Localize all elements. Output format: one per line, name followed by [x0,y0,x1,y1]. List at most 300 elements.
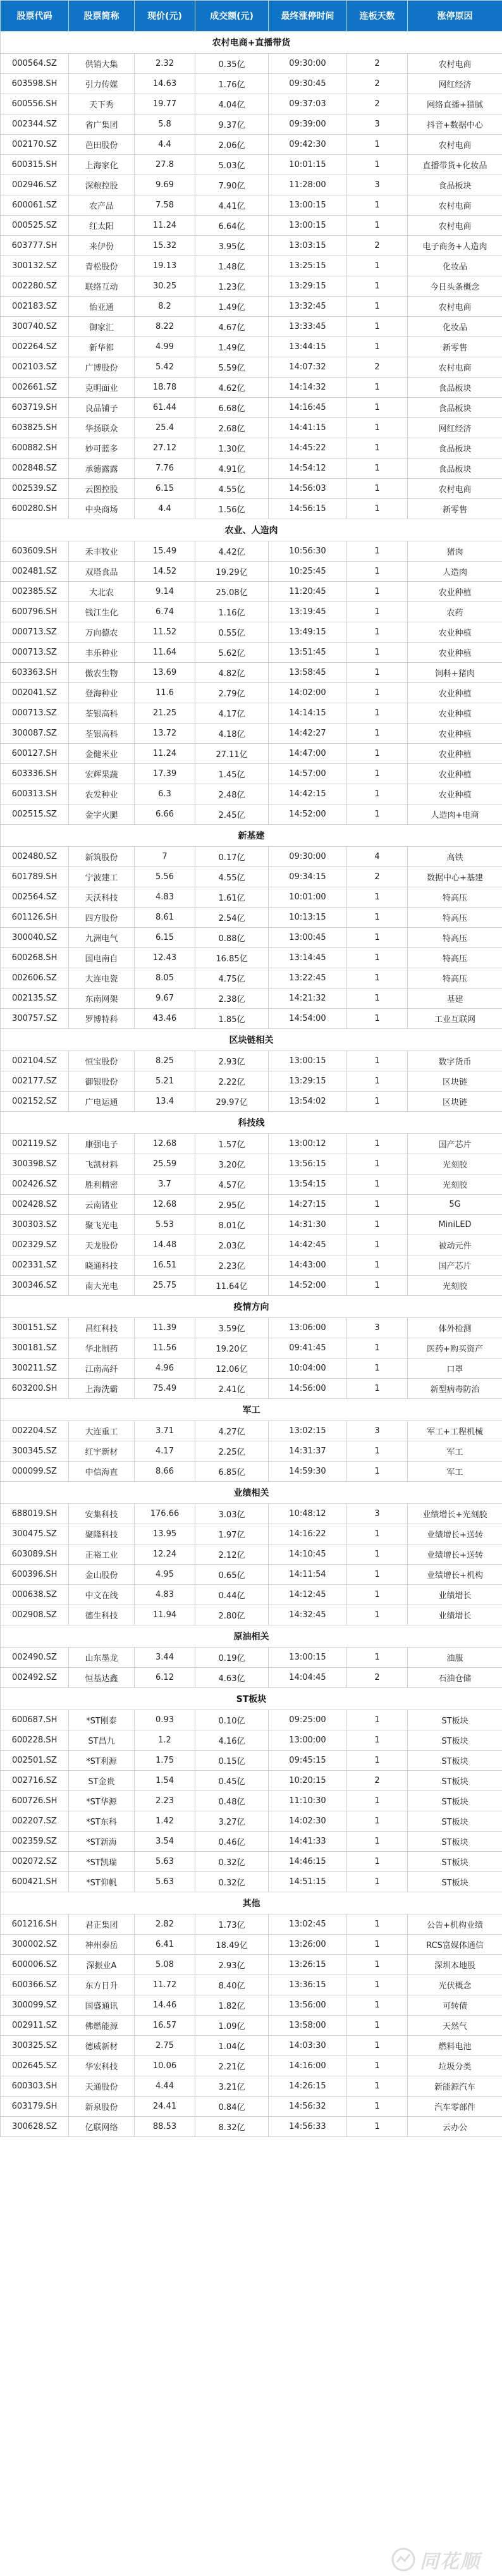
stock-limit-days: 1 [347,1605,408,1625]
stock-volume: 2.95亿 [195,1195,269,1215]
table-row[interactable] [1,887,502,908]
table-row[interactable] [1,1975,502,1995]
table-row[interactable] [1,1751,502,1771]
stock-limit-time: 13:26:00 [269,1935,347,1955]
stock-limit-time: 14:04:45 [269,1668,347,1688]
table-row[interactable] [1,1318,502,1338]
stock-volume: 0.44亿 [195,1585,269,1605]
stock-code: 002170.SZ [1,135,69,155]
stock-price: 2.23 [135,1791,195,1811]
header-reason[interactable]: 涨停原因 [408,1,502,32]
stock-limit-days: 1 [347,1195,408,1215]
table-row[interactable] [1,1255,502,1276]
table-row[interactable] [1,1544,502,1565]
table-row[interactable] [1,54,502,74]
stock-reason: 电子商务+人造肉 [408,236,502,256]
stock-code: 002119.SZ [1,1134,69,1154]
stock-reason: 光刻胶 [408,1154,502,1174]
stock-limit-time: 09:37:03 [269,94,347,114]
stock-name: 天通股份 [69,2076,135,2097]
table-row[interactable] [1,1462,502,1482]
table-row[interactable] [1,499,502,519]
table-row[interactable] [1,1811,502,1832]
stock-reason: 今日头条概念 [408,276,502,297]
table-row[interactable] [1,438,502,459]
table-row[interactable] [1,155,502,175]
stock-limit-time: 14:12:45 [269,1585,347,1605]
stock-code: 600796.SH [1,602,69,622]
table-row[interactable] [1,418,502,438]
stock-code: 002645.SZ [1,2056,69,2076]
stock-volume: 0.84亿 [195,2097,269,2117]
stock-price: 3.7 [135,1174,195,1195]
stock-volume: 0.17亿 [195,847,269,867]
header-name[interactable]: 股票简称 [69,1,135,32]
stock-price: 19.13 [135,256,195,276]
stock-price: 30.25 [135,276,195,297]
stock-code: 600421.SH [1,1872,69,1892]
stock-limit-days: 1 [347,1995,408,2016]
table-row[interactable] [1,968,502,989]
stock-limit-time: 10:04:00 [269,1359,347,1379]
table-row[interactable] [1,135,502,155]
table-row[interactable] [1,663,502,683]
stock-code: 600303.SH [1,2076,69,2097]
stock-code: 300087.SZ [1,724,69,744]
header-price[interactable]: 现价(元) [135,1,195,32]
stock-code: 002428.SZ [1,1195,69,1215]
stock-reason: 食品板块 [408,398,502,418]
stock-volume: 2.54亿 [195,908,269,928]
stock-volume: 4.17亿 [195,703,269,724]
stock-volume: 2.22亿 [195,1071,269,1092]
stock-limit-time: 14:42:15 [269,784,347,804]
stock-volume: 18.49亿 [195,1935,269,1955]
stock-name: ST昌九 [69,1730,135,1751]
table-row[interactable] [1,1051,502,1071]
stock-reason: 光刻胶 [408,1174,502,1195]
stock-limit-time: 14:42:45 [269,1235,347,1255]
table-row[interactable] [1,2056,502,2076]
stock-reason: 特高压 [408,948,502,968]
table-row[interactable] [1,236,502,256]
stock-volume: 3.20亿 [195,1154,269,1174]
stock-code: 601216.SH [1,1914,69,1935]
stock-price: 4.44 [135,2076,195,2097]
table-row[interactable] [1,582,502,602]
stock-price: 11.24 [135,216,195,236]
stock-limit-days: 2 [347,1668,408,1688]
stock-limit-days: 1 [347,582,408,602]
stock-limit-days: 1 [347,1914,408,1935]
stock-volume: 1.76亿 [195,74,269,94]
header-code[interactable]: 股票代码 [1,1,69,32]
stock-limit-time: 14:45:22 [269,438,347,459]
stock-name: 亿联网络 [69,2117,135,2137]
stock-price: 5.08 [135,1955,195,1975]
table-row[interactable] [1,1914,502,1935]
table-row[interactable] [1,378,502,398]
table-row[interactable] [1,1235,502,1255]
stock-limit-time: 14:27:15 [269,1195,347,1215]
table-row[interactable] [1,784,502,804]
stock-code: 300475.SZ [1,1524,69,1544]
stock-name: 晓通科技 [69,1255,135,1276]
table-row[interactable] [1,1852,502,1872]
stock-code: 002426.SZ [1,1174,69,1195]
stock-price: 14.63 [135,74,195,94]
stock-limit-days: 1 [347,195,408,216]
table-row[interactable] [1,398,502,418]
stock-limit-days: 3 [347,1504,408,1524]
table-row[interactable] [1,764,502,784]
table-row[interactable] [1,562,502,582]
stock-code: 600127.SH [1,744,69,764]
stock-code: 002183.SZ [1,297,69,317]
stock-price: 16.57 [135,2016,195,2036]
stock-code: 603598.SH [1,74,69,94]
stock-reason: 农业种植 [408,703,502,724]
table-row[interactable] [1,867,502,887]
table-row[interactable] [1,276,502,297]
table-row[interactable] [1,479,502,499]
table-row[interactable] [1,2097,502,2117]
stock-code: 002329.SZ [1,1235,69,1255]
stock-price: 8.66 [135,1462,195,1482]
stock-name: 江南高纤 [69,1359,135,1379]
stock-limit-time: 14:56:32 [269,2097,347,2117]
stock-limit-days: 1 [347,1975,408,1995]
stock-volume: 4.62亿 [195,378,269,398]
stock-limit-days: 1 [347,2036,408,2056]
stock-price: 17.39 [135,764,195,784]
stock-code: 300346.SZ [1,1276,69,1296]
stock-limit-time: 10:13:15 [269,908,347,928]
stock-code: 000525.SZ [1,216,69,236]
stock-reason: 口罩 [408,1359,502,1379]
table-row[interactable] [1,1421,502,1441]
stock-code: 600280.SH [1,499,69,519]
table-row[interactable] [1,317,502,337]
stock-price: 2.32 [135,54,195,74]
table-row[interactable] [1,256,502,276]
table-row[interactable] [1,2117,502,2137]
stock-limit-time: 13:54:15 [269,1174,347,1195]
stock-reason: ST板块 [408,1811,502,1832]
stock-reason: 区块链 [408,1071,502,1092]
table-row[interactable] [1,1092,502,1112]
table-row[interactable] [1,1668,502,1688]
stock-limit-days: 1 [347,1071,408,1092]
stock-volume: 4.82亿 [195,663,269,683]
stock-name: 金山股份 [69,1565,135,1585]
stock-volume: 29.97亿 [195,1092,269,1112]
stock-limit-time: 14:52:00 [269,1276,347,1296]
table-row[interactable] [1,683,502,703]
section-header-row [1,1892,502,1914]
table-row[interactable] [1,2076,502,2097]
stock-price: 25.59 [135,1154,195,1174]
stock-reason: 网红经济 [408,74,502,94]
table-row[interactable] [1,1605,502,1625]
table-row[interactable] [1,948,502,968]
table-row[interactable] [1,1195,502,1215]
stock-volume: 2.41亿 [195,1379,269,1399]
stock-code: 603609.SH [1,541,69,562]
section-header-row [1,519,502,541]
stock-code: 300757.SZ [1,1009,69,1029]
table-row[interactable] [1,804,502,825]
stock-price: 4.96 [135,1359,195,1379]
stock-price: 27.8 [135,155,195,175]
stock-reason: RCS富媒体通信 [408,1935,502,1955]
table-row[interactable] [1,1791,502,1811]
table-row[interactable] [1,1995,502,2016]
header-limit-days[interactable]: 连板天数 [347,1,408,32]
stock-price: 9.14 [135,582,195,602]
stock-volume: 27.11亿 [195,744,269,764]
stock-code: 002501.SZ [1,1751,69,1771]
stock-reason: 数据中心+基建 [408,867,502,887]
table-row[interactable] [1,94,502,114]
stock-name: 中央商场 [69,499,135,519]
stock-price: 1.42 [135,1811,195,1832]
stock-reason: 网络直播+猫腻 [408,94,502,114]
stock-limit-days: 3 [347,114,408,135]
table-row[interactable] [1,297,502,317]
stock-price: 12.24 [135,1544,195,1565]
stock-limit-time: 14:21:32 [269,989,347,1009]
stock-reason: 饲料+猪肉 [408,663,502,683]
stock-limit-time: 10:01:00 [269,887,347,908]
table-row[interactable] [1,1771,502,1791]
stock-reason: 军工+工程机械 [408,1421,502,1441]
table-row[interactable] [1,1710,502,1730]
stock-price: 8.61 [135,908,195,928]
stock-volume: 2.23亿 [195,1255,269,1276]
stock-price: 12.68 [135,1195,195,1215]
stock-price: 61.44 [135,398,195,418]
table-row[interactable] [1,1832,502,1852]
table-row[interactable] [1,1504,502,1524]
table-row[interactable] [1,357,502,378]
stock-price: 5.8 [135,114,195,135]
stock-volume: 0.15亿 [195,1751,269,1771]
table-row[interactable] [1,602,502,622]
stock-name: *ST东科 [69,1811,135,1832]
stock-price: 25.4 [135,418,195,438]
stock-volume: 11.64亿 [195,1276,269,1296]
stock-reason: ST板块 [408,1771,502,1791]
stock-reason: 农村电商 [408,195,502,216]
table-row[interactable] [1,928,502,948]
table-row[interactable] [1,1154,502,1174]
stock-name: 聚隆科技 [69,1524,135,1544]
stock-volume: 2.38亿 [195,989,269,1009]
stock-code: 603179.SH [1,2097,69,2117]
header-volume[interactable]: 成交额(元) [195,1,269,32]
stock-name: 供销大集 [69,54,135,74]
stock-reason: 业绩增长+送转 [408,1524,502,1544]
stock-limit-days: 2 [347,94,408,114]
table-row[interactable] [1,744,502,764]
table-row[interactable] [1,1585,502,1605]
stock-name: 芭田股份 [69,135,135,155]
stock-limit-days: 1 [347,459,408,479]
stock-limit-time: 14:56:33 [269,2117,347,2137]
stock-reason: 农业种植 [408,582,502,602]
section-header-row [1,32,502,54]
table-row[interactable] [1,1565,502,1585]
table-row[interactable] [1,1441,502,1462]
stock-limit-time: 13:02:15 [269,1421,347,1441]
stock-name: 上海家化 [69,155,135,175]
stock-code: 600313.SH [1,784,69,804]
stock-limit-days: 1 [347,1359,408,1379]
table-row[interactable] [1,2036,502,2056]
stock-price: 176.66 [135,1504,195,1524]
stock-reason: 化妆品 [408,256,502,276]
table-row[interactable] [1,74,502,94]
stock-code: 600687.SH [1,1710,69,1730]
stock-reason: 新零售 [408,499,502,519]
stock-limit-time: 14:57:00 [269,764,347,784]
stock-price: 12.68 [135,1134,195,1154]
stock-volume: 0.45亿 [195,1771,269,1791]
stock-limit-time: 14:16:45 [269,398,347,418]
stock-reason: 化妆品 [408,317,502,337]
stock-limit-time: 13:00:15 [269,1051,347,1071]
table-row[interactable] [1,724,502,744]
stock-limit-time: 14:31:37 [269,1441,347,1462]
stock-limit-days: 1 [347,908,408,928]
table-row[interactable] [1,1134,502,1154]
table-row[interactable] [1,1524,502,1544]
section-header-row [1,1482,502,1504]
stock-reason: ST板块 [408,1872,502,1892]
table-row[interactable] [1,908,502,928]
stock-volume: 4.18亿 [195,724,269,744]
stock-name: 御家汇 [69,317,135,337]
stock-reason: 人造肉 [408,562,502,582]
stock-limit-days: 1 [347,1235,408,1255]
stock-reason: 业绩增长 [408,1605,502,1625]
table-row[interactable] [1,1174,502,1195]
stock-limit-time: 14:54:12 [269,459,347,479]
stock-limit-time: 10:01:15 [269,155,347,175]
stock-price: 10.06 [135,2056,195,2076]
stock-volume: 19.20亿 [195,1338,269,1359]
stock-volume: 4.63亿 [195,1668,269,1688]
stock-limit-time: 13:54:02 [269,1092,347,1112]
stock-reason: 人造肉+电商 [408,804,502,825]
table-row[interactable] [1,216,502,236]
stock-name: 华宏科技 [69,2056,135,2076]
stock-name: 农发种业 [69,784,135,804]
stock-limit-days: 1 [347,928,408,948]
table-row[interactable] [1,1215,502,1235]
section-title: 农业、人造肉 [1,519,502,541]
stock-name: 君正集团 [69,1914,135,1935]
stock-limit-time: 13:36:15 [269,1975,347,1995]
stock-code: 002385.SZ [1,582,69,602]
table-row[interactable] [1,459,502,479]
stock-limit-time: 11:10:30 [269,1791,347,1811]
table-row[interactable] [1,175,502,195]
table-row[interactable] [1,989,502,1009]
stock-reason: 国产芯片 [408,1134,502,1154]
table-row[interactable] [1,1276,502,1296]
stock-price: 3.54 [135,1832,195,1852]
table-row[interactable] [1,643,502,663]
table-row[interactable] [1,2016,502,2036]
table-row[interactable] [1,622,502,643]
stock-reason: 高铁 [408,847,502,867]
section-title: 区块链相关 [1,1029,502,1051]
stock-limit-time: 13:32:45 [269,297,347,317]
stock-name: 荃银高科 [69,703,135,724]
stock-volume: 5.03亿 [195,155,269,175]
stock-limit-days: 1 [347,784,408,804]
stock-code: 603719.SH [1,398,69,418]
table-row[interactable] [1,1071,502,1092]
stock-limit-time: 14:42:27 [269,724,347,744]
stock-code: 300325.SZ [1,2036,69,2056]
section-header-row [1,1029,502,1051]
stock-code: 002490.SZ [1,1648,69,1668]
table-row[interactable] [1,847,502,867]
table-row[interactable] [1,541,502,562]
table-row[interactable] [1,1955,502,1975]
stock-limit-time: 14:52:00 [269,804,347,825]
table-row[interactable] [1,1009,502,1029]
table-row[interactable] [1,1730,502,1751]
stock-code: 002264.SZ [1,337,69,357]
stock-price: 6.12 [135,1668,195,1688]
stock-price: 0.93 [135,1710,195,1730]
logo-icon [391,2547,416,2572]
stock-name: 国盛通讯 [69,1995,135,2016]
stock-reason: ST板块 [408,1751,502,1771]
stock-volume: 4.55亿 [195,867,269,887]
stock-reason: 军工 [408,1441,502,1462]
stock-reason: 燃料电池 [408,2036,502,2056]
table-row[interactable] [1,1648,502,1668]
stock-reason: 业绩增长+送转 [408,1544,502,1565]
stock-limit-days: 1 [347,398,408,418]
table-row[interactable] [1,337,502,357]
stock-limit-time: 13:14:45 [269,948,347,968]
stock-limit-days: 1 [347,1585,408,1605]
table-row[interactable] [1,114,502,135]
table-row[interactable] [1,1872,502,1892]
stock-limit-days: 1 [347,1462,408,1482]
stock-limit-days: 1 [347,317,408,337]
stock-reason: MiniLED [408,1215,502,1235]
table-row[interactable] [1,1379,502,1399]
stock-code: 603363.SH [1,663,69,683]
stock-volume: 4.75亿 [195,968,269,989]
stock-reason: 食品板块 [408,438,502,459]
table-row[interactable] [1,1935,502,1955]
table-row[interactable] [1,1338,502,1359]
table-row[interactable] [1,195,502,216]
table-row[interactable] [1,1359,502,1379]
stock-limit-days: 1 [347,562,408,582]
table-row[interactable] [1,703,502,724]
stock-name: 宏辉果蔬 [69,764,135,784]
header-last-limit-time[interactable]: 最终涨停时间 [269,1,347,32]
